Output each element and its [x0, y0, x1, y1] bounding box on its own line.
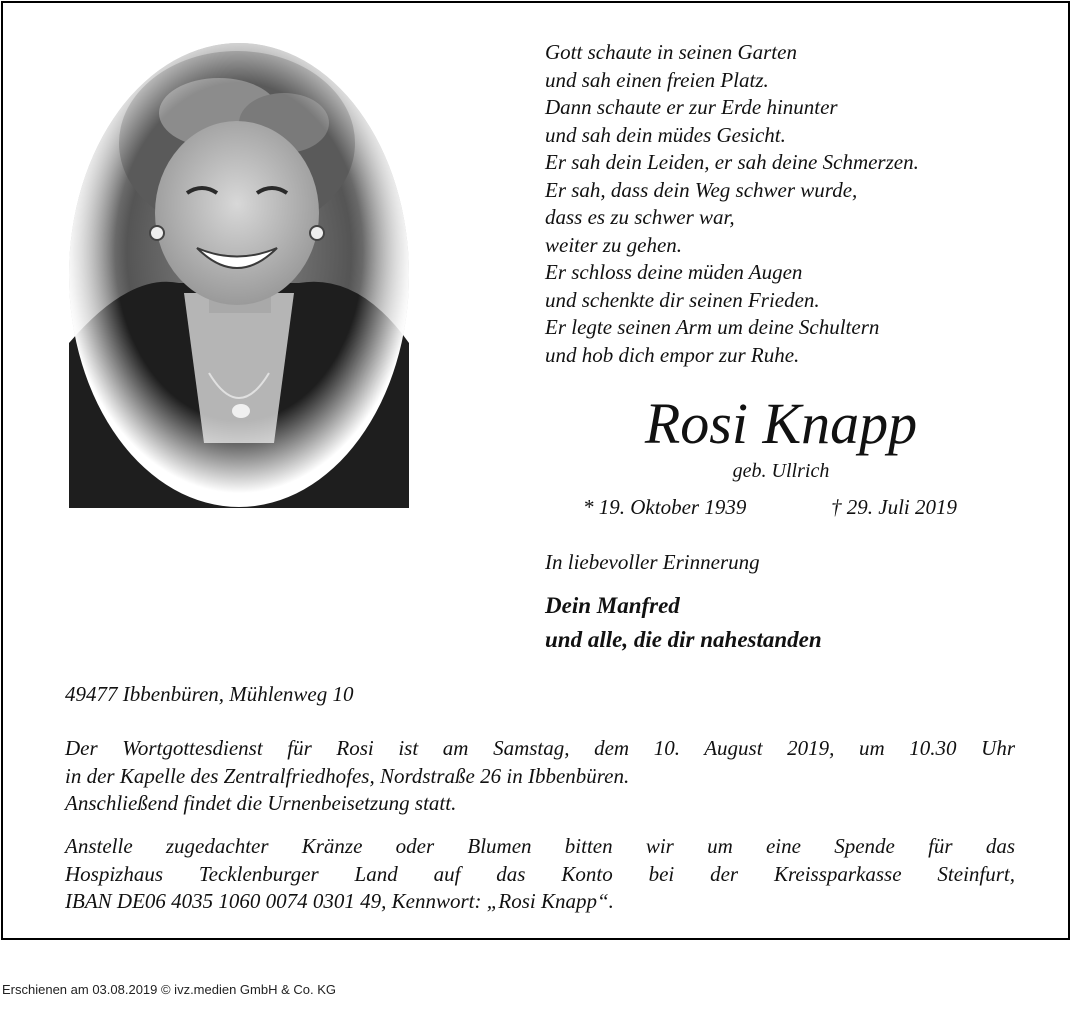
death-date: † 29. Juli 2019	[831, 495, 957, 519]
poem-line: und hob dich empor zur Ruhe.	[545, 342, 800, 367]
maiden-name: geb. Ullrich	[732, 460, 830, 482]
poem-line: weiter zu gehen.	[545, 232, 683, 257]
signer-line: und alle, die dir nahestanden	[545, 627, 822, 652]
poem-line: und schenkte dir seinen Frieden.	[545, 287, 820, 312]
service-line: Anschließend findet die Urnenbeisetzung statt.	[65, 791, 457, 815]
poem-line: Er schloss deine müden Augen	[545, 260, 803, 284]
signers	[545, 589, 822, 657]
donation-request	[65, 833, 1015, 916]
memory-line: In liebevoller Erinnerung	[545, 550, 760, 574]
memorial-poem	[545, 39, 919, 369]
poem-line: Dann schaute er zur Erde hinunter	[545, 95, 838, 119]
donation-line: Hospizhaus Tecklenburger Land auf das Konto bei der Kreissparkasse Steinfurt,	[65, 861, 1015, 886]
poem-line: Er sah, dass dein Weg schwer wurde,	[545, 177, 858, 202]
poem-line: Er legte seinen Arm um deine Schultern	[545, 315, 880, 339]
obituary-notice	[1, 1, 1070, 940]
service-announcement	[65, 735, 1015, 818]
donation-line: IBAN DE06 4035 1060 0074 0301 49, Kennwort: „Rosi Knapp“.	[65, 889, 614, 913]
birth-date: * 19. Oktober 1939	[583, 495, 747, 519]
signer-line: Dein Manfred	[545, 593, 680, 618]
poem-line: dass es zu schwer war,	[545, 205, 735, 229]
poem-line: Gott schaute in seinen Garten	[545, 40, 797, 64]
service-line: Der Wortgottesdienst für Rosi ist am Samstag, dem 10. August 2019, um 10.30 Uhr	[65, 736, 1015, 760]
deceased-name: Rosi Knapp	[644, 391, 918, 456]
poem-line: und sah einen freien Platz.	[545, 67, 769, 92]
portrait-photo	[69, 43, 409, 508]
family-address: 49477 Ibbenbüren, Mühlenweg 10	[65, 682, 354, 706]
publication-footer: Erschienen am 03.08.2019 © ivz.medien GmbH & Co. KG	[2, 982, 337, 997]
poem-line: Er sah dein Leiden, er sah deine Schmerzen.	[545, 150, 919, 174]
donation-line: Anstelle zugedachter Kränze oder Blumen bitten wir um eine Spende für das	[65, 834, 1015, 858]
poem-line: und sah dein müdes Gesicht.	[545, 122, 786, 147]
service-line: in der Kapelle des Zentralfriedhofes, Nordstraße 26 in Ibbenbüren.	[65, 763, 630, 788]
